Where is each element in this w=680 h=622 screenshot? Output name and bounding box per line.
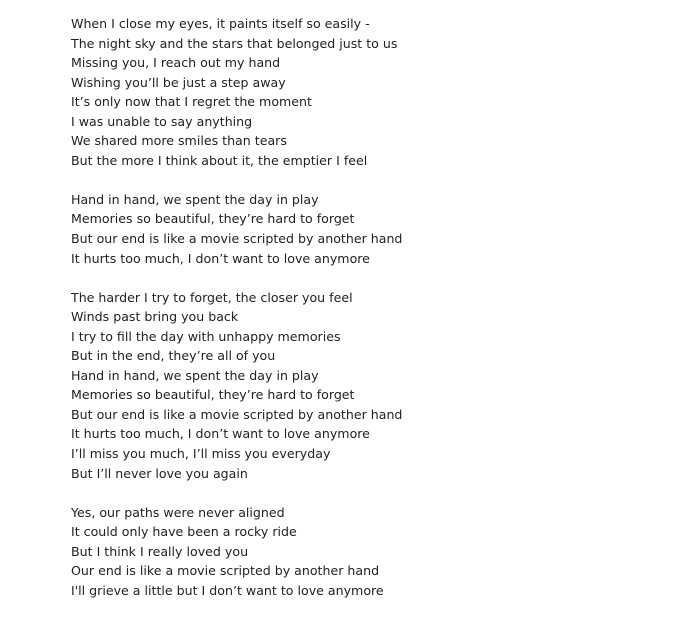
stanza-1 xyxy=(71,14,671,170)
stanza-3 xyxy=(71,288,671,483)
lyric-line: Memories so beautiful, they’re hard to forget xyxy=(71,387,355,403)
stanza-2 xyxy=(71,190,671,268)
lyric-line: I try to fill the day with unhappy memories xyxy=(71,328,341,344)
lyric-line: I'll grieve a little but I don’t want to love anymore xyxy=(71,582,384,598)
lyric-line: Yes, our paths were never aligned xyxy=(71,504,285,520)
lyric-line: Missing you, I reach out my hand xyxy=(71,55,281,71)
lyrics-body xyxy=(71,14,671,600)
lyric-line: Hand in hand, we spent the day in play xyxy=(71,191,319,207)
lyric-line: But I’ll never love you again xyxy=(71,465,248,481)
lyric-line: But the more I think about it, the emptier I feel xyxy=(71,152,368,168)
lyric-line: But our end is like a movie scripted by another hand xyxy=(71,231,403,247)
lyric-line: But our end is like a movie scripted by another hand xyxy=(71,406,403,422)
stanza-4 xyxy=(71,503,671,601)
lyric-line: I’ll miss you much, I’ll miss you everyday xyxy=(71,446,331,462)
lyric-line: It hurts too much, I don’t want to love anymore xyxy=(71,250,370,266)
lyric-line: But I think I really loved you xyxy=(71,543,249,559)
lyric-line: Memories so beautiful, they’re hard to forget xyxy=(71,211,355,227)
lyric-line: Wishing you’ll be just a step away xyxy=(71,74,286,90)
lyric-line: It could only have been a rocky ride xyxy=(71,524,297,540)
lyric-line: I was unable to say anything xyxy=(71,113,253,129)
lyric-line: The harder I try to forget, the closer you feel xyxy=(71,289,353,305)
lyric-line: It’s only now that I regret the moment xyxy=(71,94,312,110)
lyric-line: Our end is like a movie scripted by another hand xyxy=(71,563,380,579)
lyric-line: It hurts too much, I don’t want to love anymore xyxy=(71,426,370,442)
lyric-line: When I close my eyes, it paints itself so easily - xyxy=(71,16,370,31)
lyric-line: Winds past bring you back xyxy=(71,309,239,325)
lyric-line: Hand in hand, we spent the day in play xyxy=(71,367,319,383)
lyric-line: But in the end, they’re all of you xyxy=(71,348,276,364)
lyric-line: The night sky and the stars that belonged just to us xyxy=(71,35,398,51)
lyric-line: We shared more smiles than tears xyxy=(71,133,287,149)
